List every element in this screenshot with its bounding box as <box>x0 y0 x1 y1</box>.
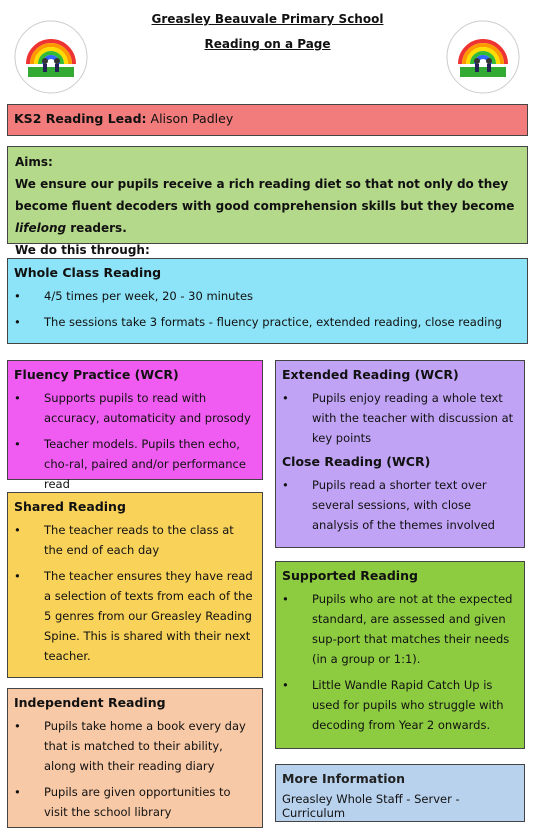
list-item: • Little Wandle Rapid Catch Up is used for pupils who struggle with decoding from Year 2 onwards. <box>282 675 518 735</box>
section-heading: Close Reading (WCR) <box>282 454 431 469</box>
lead-name: Alison Padley <box>150 111 234 126</box>
fluency-practice-box <box>7 360 263 491</box>
list-item: • Supports pupils to read with accuracy, automaticity and prosody <box>14 388 256 428</box>
list-item: • 4/5 times per week, 20 - 30 minutes <box>14 286 521 306</box>
aims-emphasis: lifelong <box>15 221 67 235</box>
list-item: • The sessions take 3 formats - fluency practice, extended reading, close reading <box>14 312 521 332</box>
extended-close-reading-box <box>275 360 525 548</box>
list-item: • Pupils enjoy reading a whole text with the teacher with discussion at key points <box>282 388 518 448</box>
section-heading: Whole Class Reading <box>14 265 162 280</box>
list-item: • Pupils who are not at the expected standard, are assessed and given sup-port that matches their needs (in a group or 1:1). <box>282 589 518 669</box>
section-heading: Fluency Practice (WCR) <box>14 367 179 382</box>
section-heading: Supported Reading <box>282 568 418 583</box>
aims-heading: Aims: <box>15 155 53 169</box>
list-item: • Pupils take home a book every day that is matched to their ability, along with their reading diary <box>14 716 256 776</box>
lead-label: KS2 Reading Lead: <box>14 111 147 126</box>
supported-reading-box <box>275 561 525 749</box>
school-logo-right <box>446 20 520 94</box>
school-title: Greasley Beauvale Primary School <box>151 12 384 26</box>
independent-reading-box <box>7 688 263 828</box>
list-item: • The teacher reads to the class at the end of each day <box>14 520 256 560</box>
aims-text: We ensure our pupils receive a rich reading diet so that not only do they become fluent decoders with good comprehension skills but they become lifelong readers. <box>15 177 515 235</box>
section-heading: More Information <box>282 771 405 786</box>
school-logo-left <box>14 20 88 94</box>
section-heading: Independent Reading <box>14 695 166 710</box>
list-item: • Pupils are given opportunities to visit the school library <box>14 782 256 822</box>
page-subtitle: Reading on a Page <box>204 37 331 51</box>
aims-box <box>7 146 528 257</box>
section-heading: Extended Reading (WCR) <box>282 367 459 382</box>
more-information-box <box>275 764 525 822</box>
aims-line2: We do this through: <box>15 243 150 257</box>
whole-class-reading-box <box>7 258 528 344</box>
more-info-link[interactable]: Greasley Whole Staff - Server - Curriculum <box>282 792 460 820</box>
list-item: • Pupils read a shorter text over several sessions, with close analysis of the themes involved <box>282 475 518 535</box>
shared-reading-box <box>7 492 263 678</box>
list-item: • The teacher ensures they have read a selection of texts from each of the 5 genres from our Greasley Reading Spine. This is shared with their next teacher. <box>14 566 256 666</box>
list-item: • Teacher models. Pupils then echo, cho-ral, paired and/or performance read <box>14 434 256 494</box>
section-heading: Shared Reading <box>14 499 126 514</box>
reading-lead-banner <box>7 104 528 136</box>
